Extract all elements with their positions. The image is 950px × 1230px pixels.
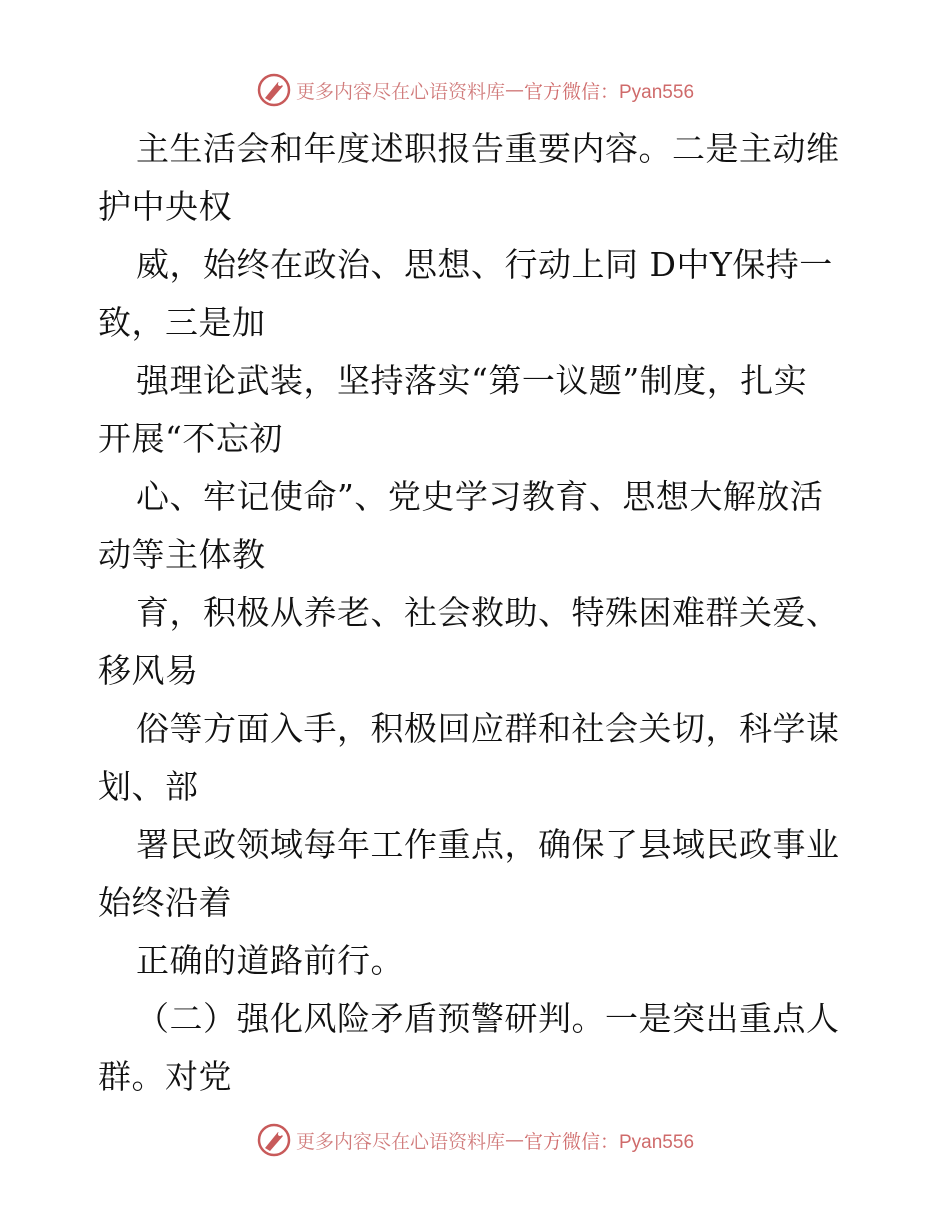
text-line: 始终沿着 [98, 883, 232, 922]
watermark-footer [0, 1120, 950, 1160]
text-line: 署民政领域每年工作重点，确保了县域民政事业 [136, 825, 840, 864]
pen-nib-logo-icon [256, 72, 292, 108]
text-line: 群。对党 [98, 1057, 232, 1096]
watermark-main-text: 更多内容尽在心语资料库 [295, 80, 505, 103]
text-line: 护中央权 [98, 187, 232, 226]
watermark-tail-text: 官方微信：Pyan556 [524, 81, 695, 103]
watermark-tail-text: 官方微信：Pyan556 [524, 1131, 695, 1153]
pen-nib-logo-icon [256, 1122, 292, 1158]
watermark-separator: — [505, 79, 524, 101]
text-line: 主生活会和年度述职报告重要内容。二是主动维 [136, 129, 840, 168]
text-line: 动等主体教 [98, 535, 266, 574]
text-line: （二）强化风险矛盾预警研判。一是突出重点人 [136, 999, 840, 1038]
text-line: 移风易 [98, 651, 199, 690]
text-line: 育，积极从养老、社会救助、特殊困难群关爱、 [136, 593, 840, 632]
text-line: 俗等方面入手，积极回应群和社会关切，科学谋 [136, 709, 840, 748]
document-body [98, 120, 858, 1106]
text-line: 心、牢记使命”、党史学习教育、思想大解放活 [136, 477, 824, 516]
text-line: 强理论武装，坚持落实“第一议题”制度，扎实 [136, 361, 808, 400]
text-line: 威，始终在政治、思想、行动上同 D中Y保持一 [136, 245, 833, 284]
watermark-separator: — [505, 1129, 524, 1151]
text-line: 致，三是加 [98, 303, 266, 342]
watermark-header [0, 70, 950, 110]
text-line: 开展“不忘初 [98, 419, 283, 458]
text-line: 划、部 [98, 767, 199, 806]
watermark-main-text: 更多内容尽在心语资料库 [295, 1130, 505, 1153]
text-line: 正确的道路前行。 [136, 941, 404, 980]
